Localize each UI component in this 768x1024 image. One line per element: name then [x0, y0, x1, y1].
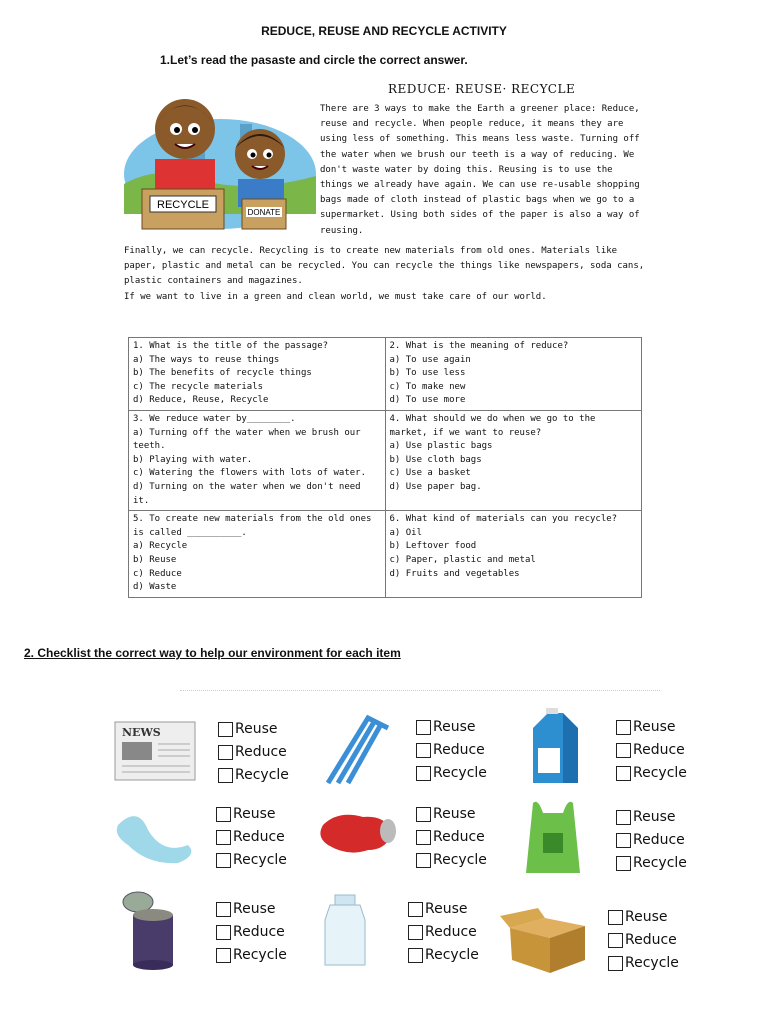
- checklist-item-cardboard-box: [500, 898, 690, 978]
- question-5: 5. To create new materials from the old ones is called __________. a) Recycle b) Reuse c) Reduce d) Waste: [129, 511, 386, 598]
- checkbox-recycle[interactable]: Recycle: [608, 952, 679, 975]
- tin-can-icon: [108, 890, 203, 970]
- checkbox-recycle[interactable]: Recycle: [218, 764, 289, 787]
- option[interactable]: c) Reduce: [133, 568, 182, 579]
- straws-icon: [308, 708, 403, 788]
- option[interactable]: a) Turning off the water when we brush our teeth.: [133, 427, 361, 452]
- milk-carton-icon: [508, 708, 603, 788]
- option[interactable]: a) Recycle: [133, 541, 188, 552]
- checklist-item-tin-can: [108, 890, 298, 970]
- newspaper-icon: [110, 710, 205, 790]
- checklist-item-newspaper: [110, 710, 300, 790]
- passage-title: REDUCE· REUSE· RECYCLE: [388, 82, 576, 96]
- passage-text-beside: There are 3 ways to make the Earth a greener place: Reduce, reuse and recycle. When people reduce, it means they are using less of something. This means less waste. Turning off the water when we brush our teeth is a way of reducing. We don't waste water by doing this. Reusing is to use the things we already have again. We can use re-usable shopping bags made of cloth instead of plastic bags when we go to a supermarket. Using both sides of the paper is also a way of reusing.: [320, 104, 640, 236]
- instruction-1: 1.Let’s read the pasaste and circle the correct answer.: [160, 53, 468, 67]
- donate-box-label: DONATE: [247, 208, 281, 217]
- checkbox-recycle[interactable]: Recycle: [216, 944, 287, 967]
- checkbox-recycle[interactable]: Recycle: [416, 849, 487, 872]
- checklist-item-green-bag: [508, 798, 698, 878]
- checkbox-reuse[interactable]: Reuse: [416, 716, 487, 739]
- checkbox-reuse[interactable]: Reuse: [608, 906, 679, 929]
- checkbox-reduce[interactable]: Reduce: [616, 739, 687, 762]
- checkbox-recycle[interactable]: Recycle: [408, 944, 479, 967]
- passage-closing-line: If we want to live in a green and clean world, we must take care of our world.: [124, 291, 547, 302]
- option[interactable]: d) To use more: [389, 395, 466, 406]
- option[interactable]: c) Watering the flowers with lots of water.: [133, 468, 366, 479]
- question-1: 1. What is the title of the passage? a) The ways to reuse things b) The benefits of recycle things c) The recycle materials d) Reduce, Reuse, Recycle: [129, 338, 386, 411]
- option[interactable]: d) Reduce, Reuse, Recycle: [133, 395, 269, 406]
- passage-text-full: [124, 244, 650, 305]
- divider: [180, 690, 660, 692]
- checkbox-reuse[interactable]: Reuse: [218, 718, 289, 741]
- checkbox-reduce[interactable]: Reduce: [416, 739, 487, 762]
- checkbox-recycle[interactable]: Recycle: [416, 762, 487, 785]
- recycle-box-label: RECYCLE: [157, 199, 209, 211]
- question-table: [128, 337, 642, 598]
- checklist-item-glass-jar: [300, 890, 490, 970]
- option[interactable]: a) The ways to reuse things: [133, 354, 280, 365]
- checkbox-reuse[interactable]: Reuse: [616, 716, 687, 739]
- checkbox-reduce[interactable]: Reduce: [216, 921, 287, 944]
- checklist-grid: [100, 700, 700, 990]
- option[interactable]: c) Paper, plastic and metal: [389, 554, 536, 565]
- kids-recycling-illustration: [120, 84, 318, 234]
- question-3: 3. We reduce water by________. a) Turning off the water when we brush our teeth. b) Playing with water. c) Watering the flowers with lots of water. d) Turning on the water when we don't need it.: [129, 410, 386, 510]
- option[interactable]: c) To make new: [389, 381, 466, 392]
- checkbox-reuse[interactable]: Reuse: [416, 803, 487, 826]
- option[interactable]: b) The benefits of recycle things: [133, 368, 312, 379]
- question-4: 4. What should we do when we go to the market, if we want to reuse? a) Use plastic bags b) Use cloth bags c) Use a basket d) Use paper bag.: [385, 410, 642, 510]
- checkbox-reduce[interactable]: Reduce: [216, 826, 287, 849]
- checkbox-reuse[interactable]: Reuse: [216, 898, 287, 921]
- option[interactable]: d) Waste: [133, 582, 177, 593]
- green-bag-icon: [508, 798, 603, 878]
- checklist-item-soda-can: [308, 795, 498, 875]
- option[interactable]: b) Reuse: [133, 554, 177, 565]
- newspaper-masthead: NEWS: [122, 726, 161, 739]
- checkbox-recycle[interactable]: Recycle: [616, 762, 687, 785]
- option[interactable]: d) Use paper bag.: [389, 481, 482, 492]
- checkbox-recycle[interactable]: Recycle: [216, 849, 287, 872]
- checkbox-reuse[interactable]: Reuse: [616, 806, 687, 829]
- checkbox-reduce[interactable]: Reduce: [608, 929, 679, 952]
- option[interactable]: a) To use again: [389, 354, 471, 365]
- checkbox-reduce[interactable]: Reduce: [616, 829, 687, 852]
- checkbox-reuse[interactable]: Reuse: [408, 898, 479, 921]
- option[interactable]: a) Use plastic bags: [389, 441, 493, 452]
- question-2: 2. What is the meaning of reduce? a) To use again b) To use less c) To make new d) To use more: [385, 338, 642, 411]
- checklist-item-milk-carton: [508, 708, 698, 788]
- checkbox-reuse[interactable]: Reuse: [216, 803, 287, 826]
- passage-recycle-paragraph: Finally, we can recycle. Recycling is to create new materials from old ones. Materials like paper, plastic and metal can be recycled. You can recycle the things like newspapers, soda cans, plastic containers and magazines.: [124, 246, 645, 287]
- passage: [120, 78, 650, 308]
- cardboard-box-icon: [500, 898, 595, 978]
- worksheet-title: REDUCE, REUSE AND RECYCLE ACTIVITY: [261, 24, 507, 38]
- crushed-can-icon: [308, 795, 403, 875]
- checkbox-reduce[interactable]: Reduce: [408, 921, 479, 944]
- plastic-bag-icon: [108, 795, 203, 875]
- checkbox-reduce[interactable]: Reduce: [416, 826, 487, 849]
- option[interactable]: d) Fruits and vegetables: [389, 568, 520, 579]
- option[interactable]: b) Leftover food: [389, 541, 477, 552]
- checkbox-reduce[interactable]: Reduce: [218, 741, 289, 764]
- checklist-item-straws: [308, 708, 498, 788]
- option[interactable]: b) To use less: [389, 368, 466, 379]
- option[interactable]: a) Oil: [389, 527, 423, 538]
- option[interactable]: c) The recycle materials: [133, 381, 264, 392]
- question-6: 6. What kind of materials can you recycle? a) Oil b) Leftover food c) Paper, plastic and metal d) Fruits and vegetables: [385, 511, 642, 598]
- option[interactable]: d) Turning on the water when we don't need it.: [133, 481, 361, 506]
- instruction-2: 2. Checklist the correct way to help our environment for each item: [24, 646, 401, 660]
- checkbox-recycle[interactable]: Recycle: [616, 852, 687, 875]
- glass-jar-icon: [300, 890, 395, 970]
- checklist-item-plastic-bag: [108, 795, 298, 875]
- option[interactable]: b) Use cloth bags: [389, 454, 482, 465]
- option[interactable]: b) Playing with water.: [133, 454, 253, 465]
- option[interactable]: c) Use a basket: [389, 468, 471, 479]
